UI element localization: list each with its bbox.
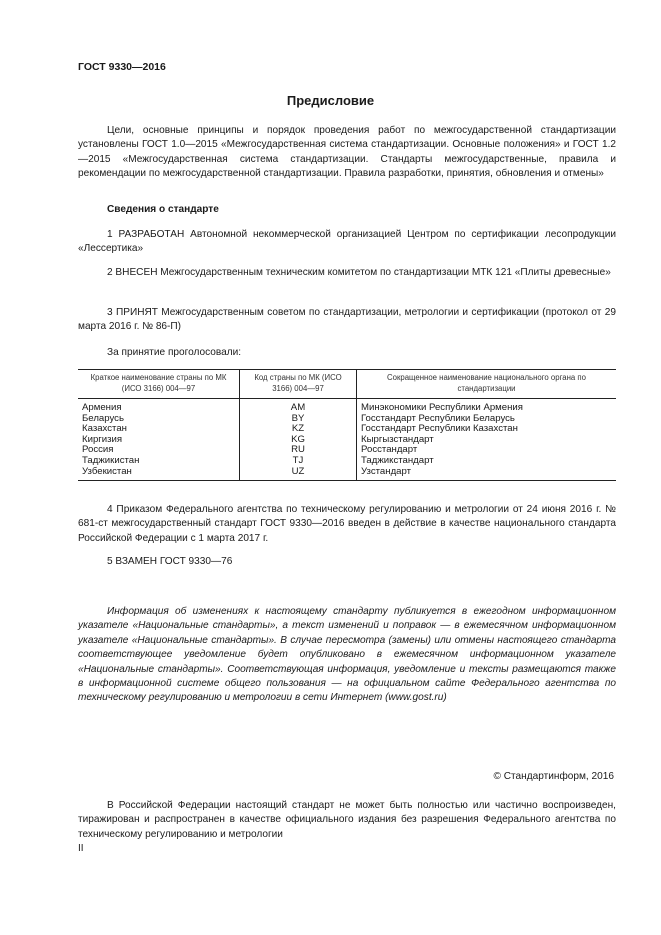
country-code: RU xyxy=(240,445,357,456)
section-heading: Сведения о стандарте xyxy=(107,204,219,215)
rights-paragraph: В Российской Федерации настоящий стандарт не может быть полностью или частично воспроизведен, тиражирован и распространен в качестве официального издания без разрешения Федерального агентства по техническому регулированию и метрологии xyxy=(78,800,616,840)
intro-paragraph: Цели, основные принципы и порядок проведения работ по межгосударственной стандартизации установлены ГОСТ 1.0—2015 «Межгосударственная система стандартизации. Основные положения» и ГОСТ 1.2—2015 «Межгосударственная система стандартизации. Стандарты межгосударственные, правила и рекомендации по межгосударственной стандартизации. Правила разработки, принятия, обновления и отмены» xyxy=(78,125,616,180)
country-name: Армения xyxy=(82,402,122,413)
country-name: Таджикистан xyxy=(82,454,140,466)
country-name: Беларусь xyxy=(82,412,124,424)
item-introduced: 2 ВНЕСЕН Межгосударственным техническим комитетом по стандартизации МТК 121 «Плиты древесные» xyxy=(107,267,611,278)
item-developed: 1 РАЗРАБОТАН Автономной некоммерческой организацией Центром по сертификации лесопродукции «Лессертика» xyxy=(78,229,616,255)
standards-body: Таджикстандарт xyxy=(357,456,617,467)
item-enacted: 4 Приказом Федерального агентства по техническому регулированию и метрологии от 24 июня 2016 г. № 681-ст межгосударственный стандарт ГОСТ 9330—2016 введен в действие в качестве национального стандарта Российской Федерации с 1 марта 2017 г. xyxy=(78,504,616,544)
header-country-code: Код страны по МК (ИСО 3166) 004—97 xyxy=(240,370,357,399)
standards-body: Госстандарт Республики Беларусь xyxy=(357,414,617,425)
country-code: KZ xyxy=(240,424,357,435)
table-row xyxy=(78,467,616,481)
table-row xyxy=(78,445,616,456)
header-standards-body: Сокращенное наименование национального органа по стандартизации xyxy=(357,370,617,399)
country-name: Россия xyxy=(82,444,114,456)
page-title: Предисловие xyxy=(286,93,375,108)
standards-body: Росстандарт xyxy=(357,445,617,456)
voting-table xyxy=(78,369,616,481)
country-code: AM xyxy=(240,399,357,414)
country-name: Узбекистан xyxy=(78,467,240,481)
country-name: Киргизия xyxy=(82,433,123,445)
item-replaces: 5 ВЗАМЕН ГОСТ 9330—76 xyxy=(107,556,233,567)
standards-body: Госстандарт Республики Казахстан xyxy=(357,424,617,435)
standards-body: Минэкономики Республики Армения xyxy=(357,399,617,414)
table-header-row xyxy=(78,370,616,399)
table-row xyxy=(78,399,616,414)
table-row xyxy=(78,424,616,435)
notice-paragraph: Информация об изменениях к настоящему стандарту публикуется в ежегодном информационном указателе «Национальные стандарты», а текст изменений и поправок — в ежемесячном информационном указателе «Национальные стандарты». В случае пересмотра (замены) или отмены настоящего стандарта соответствующее уведомление будет опубликовано в ежемесячном информационном указателе «Национальные стандарты». Соответствующая информация, уведомление и тексты размещаются также в информационной системе общего пользования — на официальном сайте Федерального агентства по техническому регулированию и метрологии в сети Интернет (www.gost.ru) xyxy=(78,606,616,704)
page-number: II xyxy=(78,843,84,854)
standards-body: Узстандарт xyxy=(357,467,617,481)
country-code: TJ xyxy=(240,456,357,467)
copyright-line: © Стандартинформ, 2016 xyxy=(493,771,614,782)
country-name: Казахстан xyxy=(82,423,127,435)
table-row xyxy=(78,456,616,467)
header-country-name: Краткое наименование страны по МК (ИСО 3166) 004—97 xyxy=(78,370,240,399)
country-code: UZ xyxy=(240,467,357,481)
country-code: BY xyxy=(240,414,357,425)
country-code: KG xyxy=(240,435,357,446)
table-row xyxy=(78,414,616,425)
document-code: ГОСТ 9330—2016 xyxy=(78,61,166,73)
item-adopted: 3 ПРИНЯТ Межгосударственным советом по стандартизации, метрологии и сертификации (протокол от 29 марта 2016 г. № 86-П) xyxy=(78,307,616,333)
standards-body: Кыргызстандарт xyxy=(357,435,617,446)
table-row xyxy=(78,435,616,446)
voted-label: За принятие проголосовали: xyxy=(107,347,242,358)
